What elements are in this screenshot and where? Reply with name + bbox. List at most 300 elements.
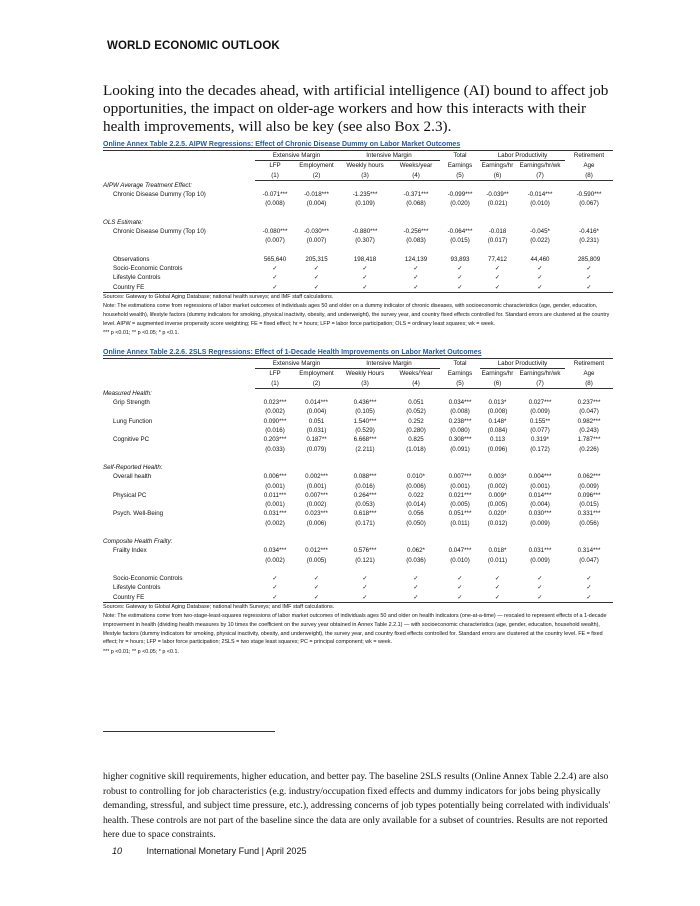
coefficient: -0.371*** — [403, 191, 429, 199]
standard-error: (0.080) — [450, 427, 470, 435]
column-header: Weekly Hours — [345, 370, 385, 378]
page-number: 10 — [112, 846, 123, 856]
table-note: Note: The estimations come from two-stage-least-squares regressions of labor market outcomes of individuals ages 50 and older on health indicators (one-at-a-time) — rescaled to represent effects of a 1-decade improvement in health (dividing health measures by 10 times the coefficient on the survey year obtained in Annex Table 2.2.1) — with socioeconomic characteristics (age, gender, education, household wealth), lifestyle factors (dummy indicators for smoking, physical inactivity, obesity, and underweight), the survey year, and country fixed effects controlled for. Standard errors are clustered at the country level. FE = fixed effect; hr = hours; LFP = labor force participation; 2SLS = two stage least squares; PC = principal component; wk = week. — [103, 613, 607, 646]
check-mark: ✓ — [272, 264, 278, 272]
table-row — [103, 417, 613, 426]
standard-error: (0.109) — [355, 200, 375, 208]
check-mark: ✓ — [457, 264, 463, 272]
stat-value: 565,640 — [263, 255, 287, 263]
coefficient: 0.010* — [407, 473, 425, 481]
standard-error: (0.001) — [530, 482, 550, 490]
coefficient: 0.203*** — [263, 436, 287, 444]
check-mark: ✓ — [255, 283, 295, 293]
coefficient: 0.014*** — [305, 399, 328, 407]
column-number: (6) — [480, 379, 515, 389]
check-mark: ✓ — [494, 574, 501, 582]
empty-cell — [103, 236, 255, 245]
row-label: Country FE — [103, 283, 255, 293]
coefficient: 0.982*** — [577, 417, 601, 425]
coefficient: -0.039** — [486, 191, 509, 199]
annex-table-2-2-5 — [103, 141, 613, 339]
row-label: Lifestyle Controls — [113, 274, 161, 282]
coefficient: 0.034*** — [263, 547, 287, 555]
coefficient: 0.020* — [488, 510, 507, 518]
footer-publication: International Monetary Fund | April 2025 — [146, 846, 307, 856]
table-row — [103, 264, 613, 273]
coefficient: 0.264*** — [353, 491, 377, 499]
table-row — [103, 171, 613, 181]
row-label: Grip Strength — [113, 399, 150, 407]
column-group-header: Retirement — [573, 152, 605, 160]
section-heading: AIPW Average Treatment Effect: — [103, 181, 192, 189]
empty-cell — [103, 161, 255, 171]
standard-error: (0.067) — [579, 200, 599, 208]
table-row — [103, 556, 613, 565]
column-number: (6) — [480, 171, 515, 181]
coefficient: 0.009* — [488, 491, 507, 499]
coefficient: 0.088*** — [353, 473, 377, 481]
check-mark: ✓ — [392, 283, 440, 293]
coefficient: -0.099*** — [447, 191, 473, 199]
column-number: (8) — [565, 171, 613, 181]
stat-value: 198,418 — [353, 255, 377, 263]
table-row — [103, 528, 613, 537]
table-row — [103, 273, 613, 282]
regression-table — [103, 359, 613, 603]
column-number: (1) — [255, 379, 295, 389]
check-mark: ✓ — [480, 283, 515, 293]
coefficient: 0.018* — [488, 547, 507, 555]
empty-cell — [103, 482, 255, 491]
regression-table — [103, 151, 613, 293]
check-mark: ✓ — [494, 584, 501, 592]
column-header: Employment — [299, 370, 334, 378]
standard-error: (0.002) — [487, 482, 508, 490]
stat-value: 77,412 — [488, 255, 507, 263]
standard-error: (0.011) — [487, 556, 508, 564]
table-row — [103, 180, 613, 190]
page-footer — [112, 846, 306, 856]
table-row — [103, 190, 613, 199]
coefficient: 0.825 — [408, 436, 424, 444]
check-mark: ✓ — [295, 593, 338, 603]
standard-error: (0.033) — [265, 445, 285, 453]
standard-error: (0.008) — [487, 408, 508, 416]
standard-error: (0.010) — [450, 556, 470, 564]
standard-error: (0.010) — [530, 200, 550, 208]
column-number: (3) — [338, 171, 392, 181]
coefficient: -0.014*** — [527, 191, 553, 199]
coefficient: 0.031*** — [528, 547, 552, 555]
check-mark: ✓ — [272, 584, 278, 592]
column-number: (8) — [565, 379, 613, 389]
table-row — [103, 463, 613, 472]
column-number: (7) — [515, 171, 565, 181]
row-label: Chronic Disease Dummy (Top 10) — [113, 228, 206, 236]
check-mark: ✓ — [537, 274, 543, 282]
table-row — [103, 445, 613, 454]
running-header: WORLD ECONOMIC OUTLOOK — [107, 40, 280, 52]
table-row — [103, 199, 613, 208]
coefficient: 0.012*** — [305, 547, 328, 555]
table-row — [103, 236, 613, 245]
section-heading: Self-Reported Health: — [103, 463, 163, 471]
coefficient: 0.021*** — [448, 491, 472, 499]
spacer — [103, 246, 613, 255]
table-row — [103, 209, 613, 218]
table-row — [103, 161, 613, 171]
table-row — [103, 593, 613, 603]
coefficient: 0.003* — [488, 473, 507, 481]
table-row — [103, 500, 613, 509]
standard-error: (0.047) — [579, 408, 599, 416]
coefficient: 0.031*** — [263, 510, 287, 518]
row-label: Socio-Economic Controls — [113, 264, 183, 272]
check-mark: ✓ — [255, 593, 295, 603]
standard-error: (0.021) — [487, 200, 508, 208]
table-note: Note: The estimations come from regressions of labor market outcomes of individuals ages 50 and older on a dummy indicator of chronic diseases, with socioeconomic characteristics (age, gender, education, household wealth), lifestyle factors (dummy indicators for smoking, physical inactivity, obesity, and underweight), the survey year, and country fixed effects controlled for. Standard errors are clustered at the country level. AIPW = augmented inverse propensity score weighting; FE = fixed effect; hr = hours; LFP = labor force participation; OLS = ordinary least squares; wk = week. — [103, 303, 610, 327]
standard-error: (0.008) — [450, 408, 470, 416]
check-mark: ✓ — [313, 264, 320, 272]
coefficient: 0.034*** — [448, 399, 472, 407]
table-row — [103, 583, 613, 592]
column-header: Weeks/year — [399, 162, 433, 170]
standard-error: (0.002) — [265, 408, 285, 416]
standard-error: (0.084) — [487, 427, 508, 435]
table-row — [103, 435, 613, 444]
check-mark: ✓ — [362, 264, 368, 272]
standard-error: (0.047) — [579, 556, 599, 564]
column-header: LFP — [269, 162, 281, 170]
coefficient: -0.045* — [530, 228, 550, 236]
stat-value: 124,139 — [404, 255, 428, 263]
column-header: Weeks/Year — [399, 370, 433, 378]
coefficient: 0.238*** — [448, 417, 472, 425]
check-mark: ✓ — [537, 574, 543, 582]
standard-error: (0.014) — [406, 501, 426, 509]
coefficient: 0.047*** — [448, 547, 472, 555]
empty-cell — [103, 519, 255, 528]
coefficient: 0.090*** — [263, 417, 287, 425]
standard-error: (0.007) — [265, 237, 285, 245]
standard-error: (0.016) — [355, 482, 375, 490]
standard-error: (0.005) — [306, 556, 327, 564]
standard-error: (0.053) — [355, 501, 375, 509]
empty-cell — [103, 369, 255, 379]
empty-cell — [103, 171, 255, 181]
coefficient: 0.237*** — [577, 399, 601, 407]
standard-error: (0.056) — [579, 519, 599, 527]
coefficient: 0.618*** — [353, 510, 377, 518]
spacer — [103, 454, 613, 463]
standard-error: (0.031) — [306, 427, 327, 435]
check-mark: ✓ — [295, 283, 338, 293]
coefficient: 0.023*** — [305, 510, 328, 518]
empty-cell — [103, 556, 255, 565]
coefficient: 0.436*** — [353, 399, 377, 407]
check-mark: ✓ — [537, 264, 543, 272]
table-row — [103, 537, 613, 546]
coefficient: 1.540*** — [353, 417, 377, 425]
check-mark: ✓ — [413, 274, 419, 282]
standard-error: (0.011) — [450, 519, 470, 527]
column-header: Earnings/hr — [481, 162, 514, 170]
standard-error: (0.172) — [530, 445, 550, 453]
coefficient: -0.030*** — [304, 228, 329, 236]
table-row — [103, 255, 613, 264]
row-label: Cognitive PC — [113, 436, 150, 444]
coefficient: 0.314*** — [577, 547, 601, 555]
coefficient: 6.668*** — [353, 436, 377, 444]
standard-error: (0.009) — [530, 519, 550, 527]
column-group-header: Labor Productivity — [480, 151, 565, 161]
table-sources: Sources: Gateway to Global Aging Database; national health Surveys; and IMF staff calculations. — [103, 603, 335, 610]
check-mark: ✓ — [440, 283, 480, 293]
row-label: Frailty Index — [113, 547, 147, 555]
stat-value: 205,315 — [305, 255, 328, 263]
column-number: (1) — [255, 171, 295, 181]
coefficient: 0.051 — [308, 417, 325, 425]
standard-error: (0.171) — [355, 519, 375, 527]
column-header: Age — [583, 370, 595, 378]
column-group-header: Retirement — [573, 360, 605, 368]
standard-error: (0.052) — [406, 408, 426, 416]
standard-error: (0.001) — [265, 501, 285, 509]
coefficient: -0.590*** — [576, 191, 602, 199]
column-group-header: Total — [453, 152, 467, 160]
coefficient: 0.007*** — [448, 473, 472, 481]
table-row — [103, 574, 613, 583]
empty-cell — [103, 379, 255, 389]
standard-error: (0.009) — [579, 482, 599, 490]
table-sources: Sources: Gateway to Global Aging Database; national health surveys; and IMF staff calculations. — [103, 293, 334, 300]
standard-error: (0.005) — [487, 501, 508, 509]
coefficient: -0.064*** — [447, 228, 473, 236]
coefficient: -1.235*** — [352, 191, 378, 199]
coefficient: 0.062* — [407, 547, 425, 555]
column-number: (2) — [295, 379, 338, 389]
column-header: Earnings/hr — [481, 370, 514, 378]
table-row — [103, 482, 613, 491]
coefficient: 0.155** — [529, 417, 551, 425]
check-mark: ✓ — [494, 264, 501, 272]
standard-error: (0.226) — [579, 445, 599, 453]
coefficient: 0.062*** — [577, 473, 601, 481]
empty-cell — [103, 445, 255, 454]
standard-error: (0.009) — [530, 408, 550, 416]
empty-cell — [103, 359, 255, 369]
table-row — [103, 546, 613, 555]
coefficient: 0.011*** — [263, 491, 287, 499]
coefficient: 0.096*** — [577, 491, 601, 499]
column-group-header: Extensive Margin — [255, 151, 338, 161]
table-row — [103, 454, 613, 463]
check-mark: ✓ — [457, 574, 463, 582]
check-mark: ✓ — [338, 283, 392, 293]
coefficient: -0.018*** — [304, 191, 329, 199]
standard-error: (0.008) — [265, 200, 285, 208]
coefficient: 0.187** — [306, 436, 327, 444]
coefficient: 0.014*** — [528, 491, 552, 499]
check-mark: ✓ — [515, 593, 565, 603]
table-row — [103, 426, 613, 435]
section-heading: Composite Health Frailty: — [103, 538, 173, 546]
standard-error: (0.307) — [355, 237, 375, 245]
standard-error: (0.121) — [355, 556, 375, 564]
standard-error: (0.068) — [406, 200, 426, 208]
standard-error: (0.016) — [265, 427, 285, 435]
check-mark: ✓ — [494, 274, 501, 282]
check-mark: ✓ — [313, 574, 320, 582]
standard-error: (0.017) — [487, 237, 508, 245]
coefficient: -0.080*** — [262, 228, 288, 236]
table-row — [103, 407, 613, 416]
significance-legend: *** p <0.01; ** p <0.05; * p <0.1. — [103, 330, 179, 337]
column-number: (7) — [515, 379, 565, 389]
standard-error: (0.096) — [487, 445, 508, 453]
coefficient: 1.787*** — [577, 436, 601, 444]
annex-table-2-2-6 — [103, 349, 613, 657]
stat-value: 44,460 — [530, 255, 550, 263]
column-number: (3) — [338, 379, 392, 389]
coefficient: 0.576*** — [353, 547, 377, 555]
coefficient: 0.030*** — [528, 510, 552, 518]
check-mark: ✓ — [440, 593, 480, 603]
standard-error: (0.006) — [306, 519, 327, 527]
standard-error: (0.005) — [450, 501, 470, 509]
coefficient: 0.013* — [488, 399, 507, 407]
standard-error: (0.022) — [530, 237, 550, 245]
stat-value: 93,893 — [450, 255, 470, 263]
row-label: Physical PC — [113, 491, 147, 499]
check-mark: ✓ — [565, 283, 613, 293]
column-header: Weekly hours — [346, 162, 384, 170]
standard-error: (0.012) — [487, 519, 508, 527]
column-header: Earnings/hr/wk — [519, 370, 561, 378]
check-mark: ✓ — [586, 274, 592, 282]
standard-error: (0.079) — [306, 445, 327, 453]
check-mark: ✓ — [392, 593, 440, 603]
standard-error: (0.020) — [450, 200, 470, 208]
stat-value: 285,809 — [577, 255, 601, 263]
check-mark: ✓ — [515, 283, 565, 293]
standard-error: (0.036) — [406, 556, 426, 564]
row-label: Chronic Disease Dummy (Top 10) — [113, 191, 206, 199]
spacer — [103, 565, 613, 574]
column-group-header: Extensive Margin — [255, 359, 338, 369]
column-number: (4) — [392, 379, 440, 389]
coefficient: 0.319* — [531, 436, 549, 444]
standard-error: (0.077) — [530, 427, 550, 435]
standard-error: (0.002) — [265, 556, 285, 564]
check-mark: ✓ — [457, 274, 463, 282]
coefficient: 0.007*** — [305, 491, 328, 499]
table-row — [103, 227, 613, 236]
table-row — [103, 359, 613, 369]
row-label: Observations — [113, 255, 150, 263]
check-mark: ✓ — [338, 593, 392, 603]
standard-error: (0.004) — [530, 501, 550, 509]
row-label: Socio-Economic Controls — [113, 574, 183, 582]
standard-error: (0.009) — [530, 556, 550, 564]
coefficient: 0.051 — [408, 399, 424, 407]
table-notes — [103, 603, 613, 657]
standard-error: (0.001) — [265, 482, 285, 490]
column-header: Age — [583, 162, 595, 170]
coefficient: 0.113 — [489, 436, 506, 444]
coefficient: 0.004*** — [528, 473, 552, 481]
column-number: (2) — [295, 171, 338, 181]
row-label: Psych. Well-Being — [113, 510, 164, 518]
table-title: Online Annex Table 2.2.5. AIPW Regressions: Effect of Chronic Disease Dummy on Labor Market Outcomes — [103, 141, 613, 151]
table-row — [103, 519, 613, 528]
empty-cell — [103, 426, 255, 435]
table-notes — [103, 293, 613, 338]
coefficient: 0.252 — [408, 417, 424, 425]
check-mark: ✓ — [413, 584, 419, 592]
standard-error: (0.002) — [306, 501, 327, 509]
standard-error: (0.231) — [579, 237, 599, 245]
table-row — [103, 491, 613, 500]
check-mark: ✓ — [457, 584, 463, 592]
column-group-header: Labor Productivity — [480, 359, 565, 369]
table-title: Online Annex Table 2.2.6. 2SLS Regressions: Effect of 1-Decade Health Improvements on Labor Market Outcomes — [103, 349, 613, 359]
coefficient: 0.051*** — [448, 510, 472, 518]
table-row — [103, 398, 613, 407]
check-mark: ✓ — [586, 584, 592, 592]
table-row — [103, 388, 613, 398]
column-header: Earnings — [447, 370, 473, 378]
column-number: (4) — [392, 171, 440, 181]
check-mark: ✓ — [413, 264, 419, 272]
check-mark: ✓ — [362, 574, 368, 582]
check-mark: ✓ — [272, 574, 278, 582]
check-mark: ✓ — [313, 274, 320, 282]
check-mark: ✓ — [480, 593, 515, 603]
standard-error: (0.015) — [450, 237, 470, 245]
spacer — [103, 528, 613, 537]
table-row — [103, 369, 613, 379]
footnote-text: higher cognitive skill requirements, higher education, and better pay. The baseline 2SLS results (Online Annex Table 2.2.4) are also robust to controlling for job characteristics (e.g. industry/occupation fixed effects and dummy indicators for jobs being physically demanding, stressful, and subject time pressure, etc.), addressing concerns of job types potentially being correlated with individuals' health. These controls are not part of the baseline since the data are only available for a subset of countries. Results are not reported here due to space constraints. — [103, 771, 611, 841]
column-header: Earnings — [447, 162, 473, 170]
coefficient: -0.416* — [579, 228, 599, 236]
table-row — [103, 283, 613, 293]
standard-error: (0.002) — [265, 519, 285, 527]
standard-error: (0.001) — [450, 482, 470, 490]
column-header: LFP — [269, 370, 281, 378]
coefficient: -0.071*** — [262, 191, 288, 199]
row-label: Lung Function — [113, 417, 153, 425]
coefficient: 0.022 — [408, 491, 424, 499]
table-row — [103, 509, 613, 518]
column-header: Employment — [299, 162, 334, 170]
coefficient: 0.056 — [408, 510, 424, 518]
standard-error: (0.004) — [306, 408, 327, 416]
check-mark: ✓ — [586, 264, 592, 272]
significance-legend: *** p <0.01; ** p <0.05; * p <0.1. — [103, 648, 179, 655]
table-row — [103, 379, 613, 389]
standard-error: (0.083) — [406, 237, 426, 245]
table-row — [103, 151, 613, 161]
check-mark: ✓ — [586, 574, 592, 582]
coefficient: -0.880*** — [352, 228, 378, 236]
check-mark: ✓ — [313, 584, 320, 592]
standard-error: (0.007) — [306, 237, 327, 245]
empty-cell — [103, 500, 255, 509]
standard-error: (0.091) — [450, 445, 470, 453]
check-mark: ✓ — [565, 593, 613, 603]
column-header: Earnings/hr/wk — [519, 162, 561, 170]
